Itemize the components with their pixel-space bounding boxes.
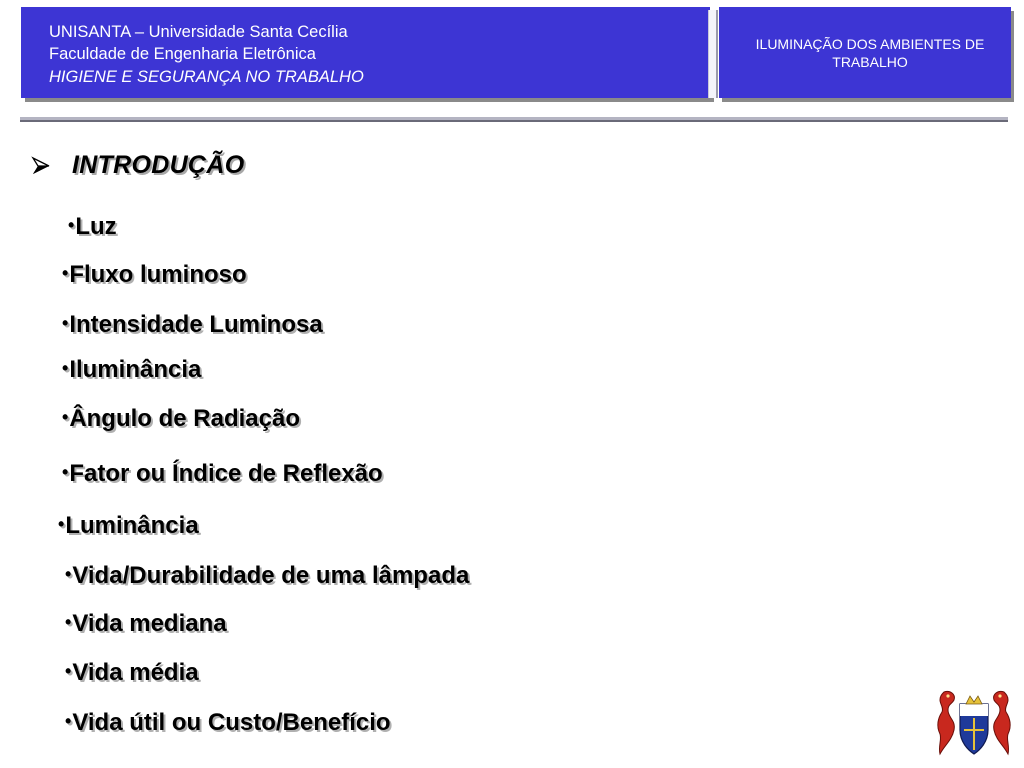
bullet-item-iluminancia — [62, 354, 201, 384]
header-faculty: Faculdade de Engenharia Eletrônica — [49, 45, 316, 63]
bullet-item-vida-mediana — [65, 608, 227, 638]
bullet-dot: • — [68, 215, 75, 235]
bullet-text: Luz — [75, 213, 117, 240]
bullet-text: Vida mediana — [72, 610, 227, 637]
bullet-text: Intensidade Luminosa — [69, 311, 323, 338]
header-topic-banner — [719, 7, 1011, 98]
header-institution-banner — [21, 7, 710, 98]
bullet-text: Vida/Durabilidade de uma lâmpada — [72, 562, 470, 589]
bullet-dot: • — [65, 711, 72, 731]
bullet-dot: • — [62, 407, 69, 427]
bullet-dot: • — [65, 661, 72, 681]
bullet-text: Ângulo de Radiação — [69, 405, 301, 432]
unisanta-crest-icon — [934, 688, 1014, 758]
section-title: INTRODUÇÃO — [72, 151, 245, 179]
bullet-item-luminancia — [58, 510, 199, 540]
bullet-dot: • — [65, 612, 72, 632]
bullet-text: Fluxo luminoso — [69, 261, 247, 288]
arrow-bullet-icon — [30, 155, 52, 177]
header-university: UNISANTA – Universidade Santa Cecília — [49, 23, 348, 41]
bullet-item-vida-durabilidade — [65, 560, 469, 590]
bullet-item-luz — [68, 211, 117, 241]
bullet-dot: • — [62, 358, 69, 378]
bullet-text: Luminância — [65, 512, 199, 539]
bullet-dot: • — [58, 514, 65, 534]
bullet-item-angulo-de-radiacao — [62, 403, 300, 433]
bullet-item-vida-util — [65, 707, 391, 737]
bullet-item-fator-de-reflexao — [62, 458, 383, 488]
bullet-item-vida-media — [65, 657, 199, 687]
header-rule — [20, 117, 1008, 122]
bullet-text: Vida útil ou Custo/Benefício — [72, 709, 391, 736]
bullet-text: Fator ou Índice de Reflexão — [69, 460, 383, 487]
header-divider — [708, 10, 718, 98]
bullet-dot: • — [65, 564, 72, 584]
section-heading — [30, 151, 244, 180]
bullet-dot: • — [62, 462, 69, 482]
header-topic-title: ILUMINAÇÃO DOS AMBIENTES DE TRABALHO — [755, 35, 985, 70]
header-course: HIGIENE E SEGURANÇA NO TRABALHO — [49, 68, 364, 86]
bullet-dot: • — [62, 263, 69, 283]
bullet-item-intensidade-luminosa — [62, 309, 323, 339]
bullet-dot: • — [62, 313, 69, 333]
bullet-text: Vida média — [72, 659, 199, 686]
bullet-text: Iluminância — [69, 356, 202, 383]
bullet-item-fluxo-luminoso — [62, 259, 247, 289]
